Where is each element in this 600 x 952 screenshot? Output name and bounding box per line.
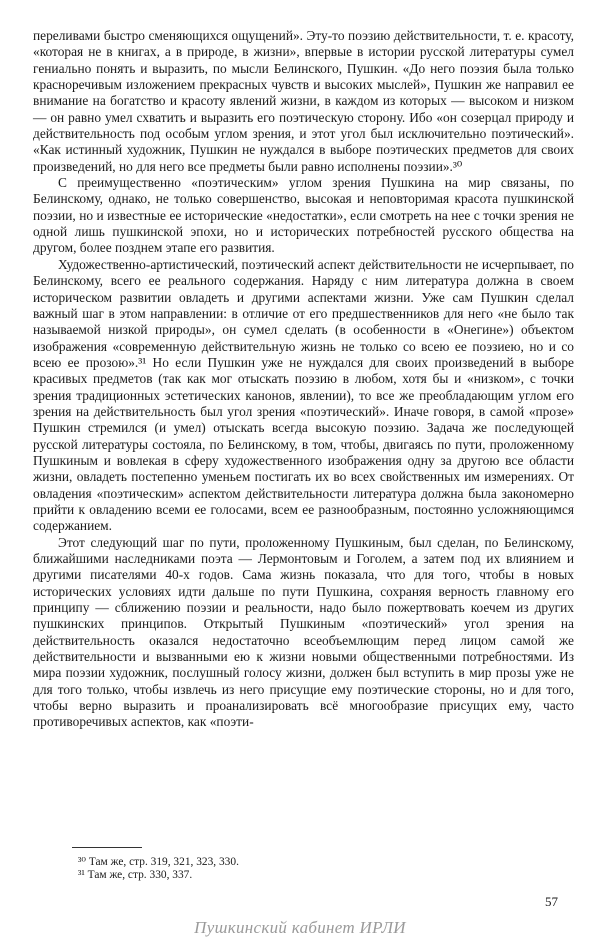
paragraph-4: Этот следующий шаг по пути, проложенному Пушкиным, был сделан, по Белинскому, ближайшими наследниками поэта — Лермонтовым и Гоголем, а затем под их влиянием и другими писателями 40-х годов. Сама жизнь показала, что для того, чтобы в новых исторических условиях идти дальше по пути Пушкина, сохраняя верность главному его принципу — сближению поэзии и реальности, надо было пожертвовать коечем из других пушкинских принципов. Открытый Пушкиным «поэтический» угол зрения на действительность оказался недостаточно всеобъемлющим перед лицом самой же действительности и вызванными ею к жизни новыми общественными потребностями. Из мира поэзии художник, послушный голосу жизни, должен был вступить в мир прозы уже не для того только, чтобы извлечь из него присущие ему поэтические стороны, но и для того, чтобы верно выразить и проанализировать всё многообразие присущих ему, часто противоречивых аспектов, как «поэти- (33, 534, 574, 730)
watermark: Пушкинский кабинет ИРЛИ (194, 918, 406, 937)
footnote-31: ³¹ Там же, стр. 330, 337. (78, 869, 193, 881)
footnotes (78, 856, 239, 882)
page-number: 57 (545, 894, 558, 909)
footnote-divider (72, 847, 142, 848)
paragraph-1: переливами быстро сменяющихся ощущений». Эту-то поэзию действительности, т. е. красоту, «которая не в книгах, а в природе, в жизни», впервые в истории русской литературы сумел гениально понять и выразить, по мысли Белинского, Пушкин. «До него поэзия была только красноречивым изложением прекрасных чувств и высоких мыслей», Пушкин же направил ее внимание на богатство и красоту явлений жизни, в каждом из которых — высоком и низком — он равно умел схватить и выразить его поэтическую сторону. Ибо «он созерцал природу и действительность под особым углом зрения, и этот угол был исключительно поэтический». «Как истинный художник, Пушкин не нуждался в выборе поэтических предметов для своих произведений, но для него все предметы были равно исполнены поэзии».³⁰ (33, 28, 574, 174)
footnote-30: ³⁰ Там же, стр. 319, 321, 323, 330. (78, 856, 239, 868)
page-body (33, 28, 574, 731)
paragraph-3: Художественно-артистический, поэтический аспект действительности не исчерпывает, по Белинскому, всего ее реального содержания. Наряду с ним литература должна в своем историческом развитии овладеть и другими аспектами жизни. Уже сам Пушкин сделал важный шаг в этом направлении: в отличие от его предшественников для него «не было так называемой низкой природы», он сумел сделать (в особенности в «Онегине») объектом изображения «современную действительную жизнь не только со всею ее поэзиею, но и со всею ее прозою».³¹ Но если Пушкин уже не нуждался для своих произведений в выборе красивых предметов (так как мог отыскать поэзию в любом, хотя бы и «низком», с точки зрения традиционных эстетических канонов, явлении), то все же преобладающим углом его зрения на действительность был угол зрения «поэтический». Иначе говоря, в самой «прозе» Пушкин стремился (и умел) отыскать всегда высокую поэзию. Задача же последующей русской литературы состояла, по Белинскому, в том, чтобы, двигаясь по пути, проложенному Пушкиным и вовлекая в сферу художественного изображения одну за другою все области жизни, овладеть постепенно уменьем постигать их во всех свойственных им измерениях. От овладения «поэтическим» аспектом действительности литература должна была закономерно прийти к овладению всеми ее голосами, всем ее разнообразным, постоянно усложняющимся содержанием. (33, 256, 574, 534)
paragraph-2: С преимущественно «поэтическим» углом зрения Пушкина на мир связаны, по Белинскому, однако, не только совершенство, высокая и неповторимая красота пушкинской поэзии, но и известные ее исторические «недостатки», если смотреть на нее с точки зрения не одной лишь пушкинской эпохи, но и исторических потребностей русского общества на другом, более позднем этапе его развития. (33, 175, 574, 256)
